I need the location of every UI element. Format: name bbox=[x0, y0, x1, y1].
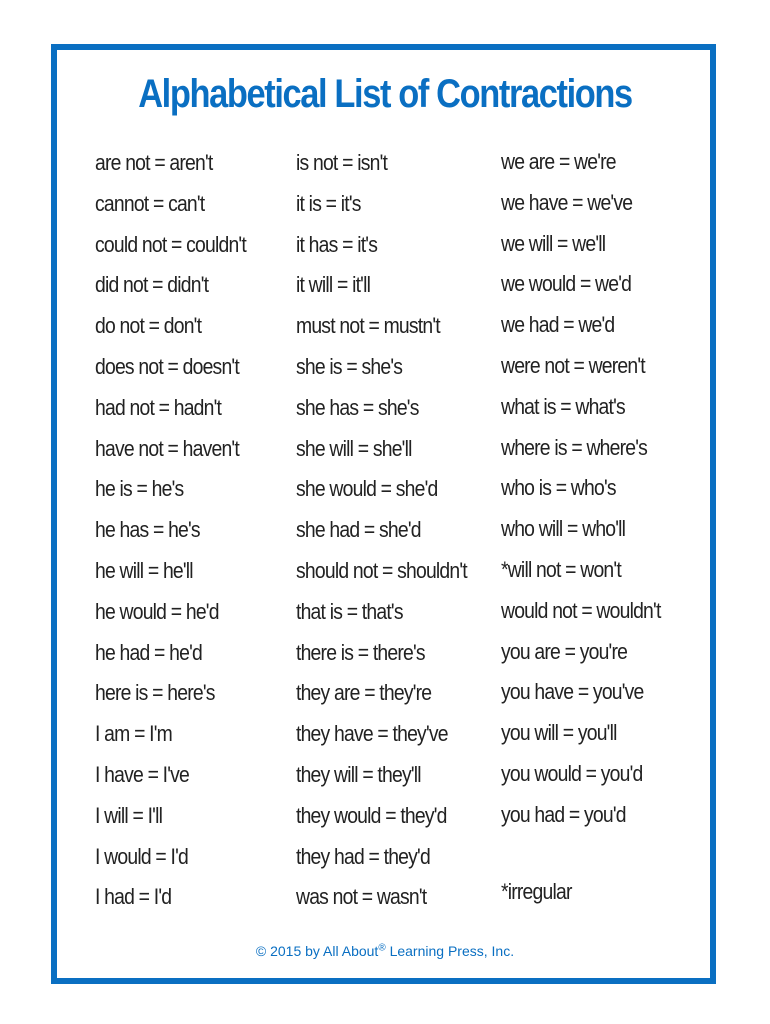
contraction-item: they will = they'll bbox=[296, 761, 421, 787]
page-title: Alphabetical List of Contractions bbox=[138, 72, 632, 116]
contraction-item: you will = you'll bbox=[501, 720, 617, 746]
copyright-footer bbox=[0, 943, 770, 959]
contraction-item: I have = I've bbox=[95, 761, 190, 787]
contraction-item: who will = who'll bbox=[501, 516, 626, 542]
contraction-item: they would = they'd bbox=[296, 802, 447, 828]
contraction-item: they had = they'd bbox=[296, 843, 430, 869]
contraction-item: was not = wasn't bbox=[296, 884, 427, 910]
contraction-item: should not = shouldn't bbox=[296, 557, 467, 583]
contraction-item: it is = it's bbox=[296, 190, 361, 216]
contraction-item: are not = aren't bbox=[95, 150, 213, 175]
contraction-item: you have = you've bbox=[501, 679, 644, 705]
contractions-column-3 bbox=[501, 145, 682, 839]
contractions-column-1 bbox=[95, 146, 267, 921]
contraction-item: he had = he'd bbox=[95, 639, 202, 665]
copyright-text: © 2015 by All About bbox=[255, 943, 379, 959]
contraction-item: she had = she'd bbox=[296, 517, 421, 543]
contraction-item: you had = you'd bbox=[501, 801, 626, 827]
contraction-item: she is = she's bbox=[296, 353, 403, 379]
contraction-item: she will = she'll bbox=[296, 435, 412, 461]
contraction-item: we have = we've bbox=[501, 189, 633, 215]
contraction-item: here is = here's bbox=[95, 680, 215, 706]
contraction-item: where is = where's bbox=[501, 434, 648, 460]
contraction-item: we are = we're bbox=[501, 149, 616, 174]
contraction-item: he has = he's bbox=[95, 517, 200, 543]
contraction-item: she would = she'd bbox=[296, 476, 438, 502]
contraction-item: is not = isn't bbox=[296, 150, 388, 175]
contraction-item: could not = couldn't bbox=[95, 231, 246, 257]
contraction-item: they are = they're bbox=[296, 680, 432, 706]
contraction-item: he would = he'd bbox=[95, 598, 219, 624]
contraction-item: he is = he's bbox=[95, 476, 184, 502]
contraction-item: we had = we'd bbox=[501, 312, 615, 338]
contraction-item: you would = you'd bbox=[501, 760, 643, 786]
contraction-item: were not = weren't bbox=[501, 352, 645, 378]
contractions-column-2 bbox=[296, 146, 490, 921]
contraction-item: I would = I'd bbox=[95, 843, 188, 869]
contraction-item: it has = it's bbox=[296, 231, 378, 257]
contraction-item: would not = wouldn't bbox=[501, 597, 661, 623]
contraction-item: we will = we'll bbox=[501, 230, 606, 256]
contraction-item: have not = haven't bbox=[95, 435, 239, 461]
contraction-item: what is = what's bbox=[501, 393, 625, 419]
contraction-item: they have = they've bbox=[296, 721, 448, 747]
contraction-item: I had = I'd bbox=[95, 884, 172, 910]
contraction-item: she has = she's bbox=[296, 394, 419, 420]
contraction-item: cannot = can't bbox=[95, 190, 205, 216]
contraction-item: had not = hadn't bbox=[95, 394, 222, 420]
contraction-item: *will not = won't bbox=[501, 556, 621, 582]
contraction-item: I will = I'll bbox=[95, 802, 163, 828]
contraction-item: there is = there's bbox=[296, 639, 425, 665]
contraction-item: who is = who's bbox=[501, 475, 616, 501]
contraction-item: he will = he'll bbox=[95, 557, 193, 583]
contraction-item: I am = I'm bbox=[95, 721, 172, 747]
contraction-item: did not = didn't bbox=[95, 272, 209, 298]
contraction-item: that is = that's bbox=[296, 598, 403, 624]
contraction-item: must not = mustn't bbox=[296, 313, 440, 339]
contraction-item: do not = don't bbox=[95, 313, 202, 339]
contraction-item: we would = we'd bbox=[501, 271, 632, 297]
publisher-text: Learning Press, Inc. bbox=[385, 943, 515, 959]
contraction-item: you are = you're bbox=[501, 638, 628, 664]
contraction-item: it will = it'll bbox=[296, 272, 371, 298]
contraction-item: does not = doesn't bbox=[95, 353, 239, 379]
irregular-note: *irregular bbox=[501, 879, 572, 904]
registered-mark: ® bbox=[378, 942, 386, 954]
